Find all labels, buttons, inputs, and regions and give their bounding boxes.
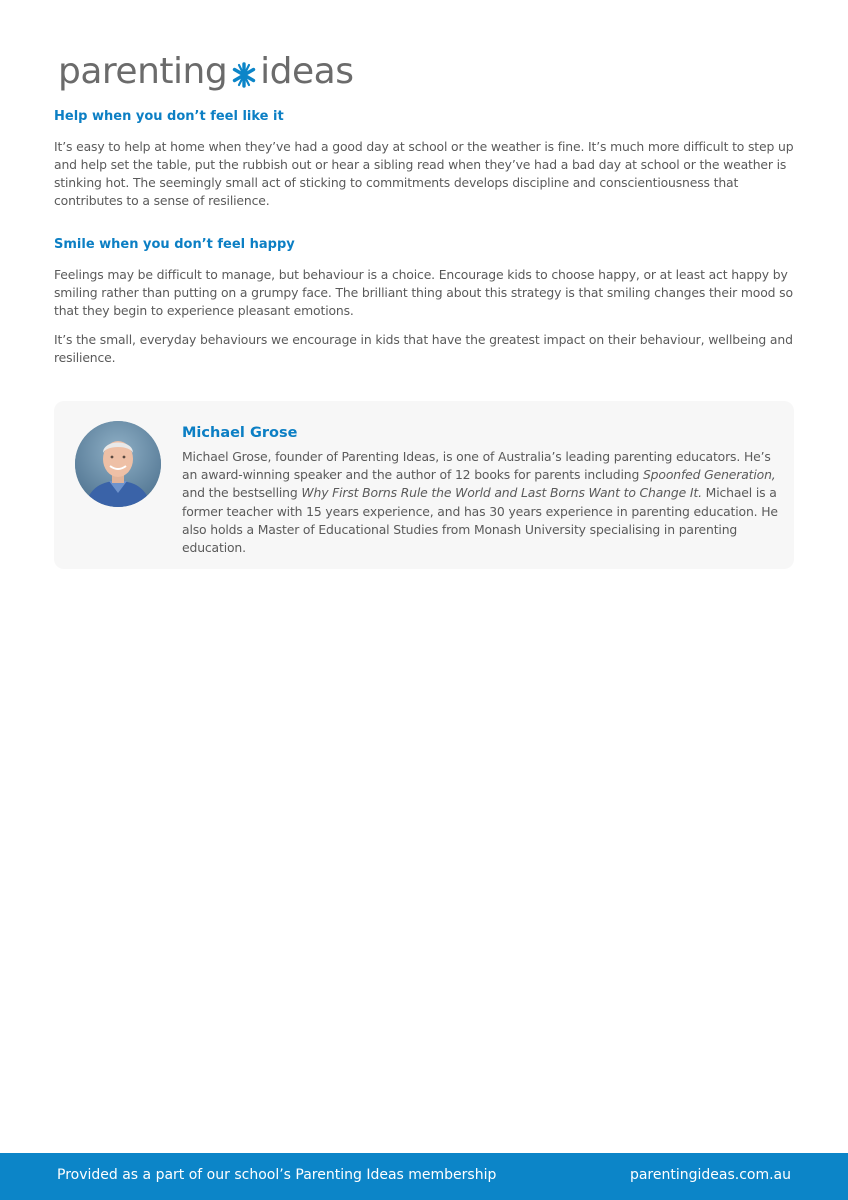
book-title: Why First Borns Rule the World and Last Borns Want to Change It. [301, 485, 702, 501]
footer-membership-text: Provided as a part of our school’s Parenting Ideas membership [57, 1167, 497, 1183]
brand-logo [58, 50, 354, 94]
section-heading: Help when you don’t feel like it [54, 109, 284, 124]
logo-word-ideas: ideas [260, 51, 354, 92]
section-heading: Smile when you don’t feel happy [54, 237, 295, 252]
asterisk-icon [231, 57, 257, 87]
section-paragraph: It’s the small, everyday behaviours we encourage in kids that have the greatest impact on their behaviour, wellbeing and resilience. [54, 332, 793, 365]
footer-website-link[interactable]: parentingideas.com.au [629, 1167, 791, 1183]
author-avatar [75, 421, 161, 507]
author-name: Michael Grose [182, 425, 298, 441]
book-title: Spoonfed Generation, [642, 467, 776, 483]
section-paragraph: Feelings may be difficult to manage, but behaviour is a choice. Encourage kids to choose happy, or at least act happy by smiling rather than putting on a grumpy face. The brilliant thing about this strategy is that smiling changes their mood so that they begin to experience pleasant emotions. [54, 267, 793, 318]
author-bio: Michael Grose, founder of Parenting Ideas, is one of Australia’s leading parenting educators. He’s an award-winning speaker and the author of 12 books for parents including Spoonfed Generation, and the bestselling Why First Borns Rule the World and Last Borns Want to Change It. Michael is a former teacher with 15 years experience, and has 30 years experience in parenting education. He also holds a Master of Educational Studies from Monash University specialising in parenting education. [182, 449, 778, 556]
author-bio-card [54, 401, 794, 569]
footer-bar [0, 1153, 848, 1200]
logo-word-parenting: parenting [58, 51, 228, 92]
section-paragraph: It’s easy to help at home when they’ve had a good day at school or the weather is fine. It’s much more difficult to step up and help set the table, put the rubbish out or hear a sibling read when they’ve had a bad day at school or the weather is stinking hot. The seemingly small act of sticking to commitments develops discipline and conscientiousness that contributes to a sense of resilience. [54, 139, 794, 208]
article-body [54, 108, 794, 367]
